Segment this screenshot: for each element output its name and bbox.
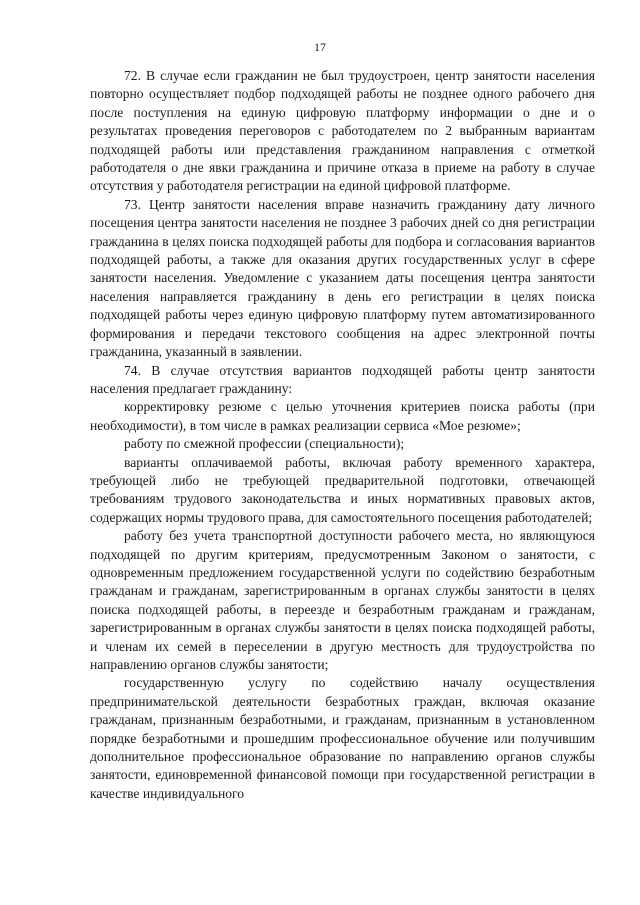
list-item-paid-work: варианты оплачиваемой работы, включая работу временного характера, требующей либо не требующей предварительной подготовки, отвечающей требованиям трудового законодательства и иных нормативных правовых актов, содержащих нормы трудового права, для самостоятельного посещения работодателей;: [90, 454, 595, 525]
list-item-entrepreneurship: государственную услугу по содействию началу осуществления предпринимательской деятельности безработных граждан, включая оказание гражданам, признанным безработными, и гражданам, признанным в установленном порядке безработными и прошедшим профессиональное обучение или получившим дополнительное профессиональное образование по направлению органов службы занятости, единовременной финансовой помощи при государственной регистрации в качестве индивидуального: [90, 675, 595, 801]
paragraph-73: 73. Центр занятости населения вправе назначить гражданину дату личного посещения центра занятости населения не позднее 3 рабочих дней со дня регистрации гражданина в целях поиска подходящей работы для подбора и согласования вариантов подходящей работы, а также для оказания других государственных услуг в сфере занятости населения. Уведомление с указанием даты посещения центра занятости населения направляется гражданину в день его регистрации в целях поиска подходящей работы через единую цифровую платформу путем автоматизированного формирования и передачи текстового сообщения на адрес электронной почты гражданина, указанный в заявлении.: [90, 196, 595, 360]
paragraph-74: 74. В случае отсутствия вариантов подходящей работы центр занятости населения предлагает гражданину:: [90, 362, 595, 396]
list-item-related-profession: работу по смежной профессии (специальности);: [124, 436, 405, 452]
page-number: 17: [314, 40, 326, 54]
list-item-relocation: работу без учета транспортной доступности рабочего места, но являющуюся подходящей по другим критериям, предусмотренным Законом о занятости, с одновременным предложением государственной услуги по содействию безработным гражданам и гражданам, зарегистрированным в органах службы занятости в целях поиска подходящей работы, в переезде и безработным гражданам и гражданам, зарегистрированным в органах службы занятости в целях поиска подходящей работы, и членам их семей в переселении в другую местность для трудоустройства по направлению органов службы занятости;: [90, 528, 595, 672]
document-body: [90, 67, 595, 803]
list-item-resume: корректировку резюме с целью уточнения критериев поиска работы (при необходимости), в том числе в рамках реализации сервиса «Мое резюме»;: [90, 399, 595, 433]
paragraph-72: 72. В случае если гражданин не был трудоустроен, центр занятости населения повторно осуществляет подбор подходящей работы не позднее одного рабочего дня после поступления на единую цифровую платформу информации о дне и о результатах проведения переговоров с работодателем по 2 выбранным вариантам подходящей работы или представления гражданином направления с отметкой работодателя о дне явки гражданина и причине отказа в приеме на работу в случае отсутствия у работодателя регистрации на единой цифровой платформе.: [90, 68, 595, 194]
